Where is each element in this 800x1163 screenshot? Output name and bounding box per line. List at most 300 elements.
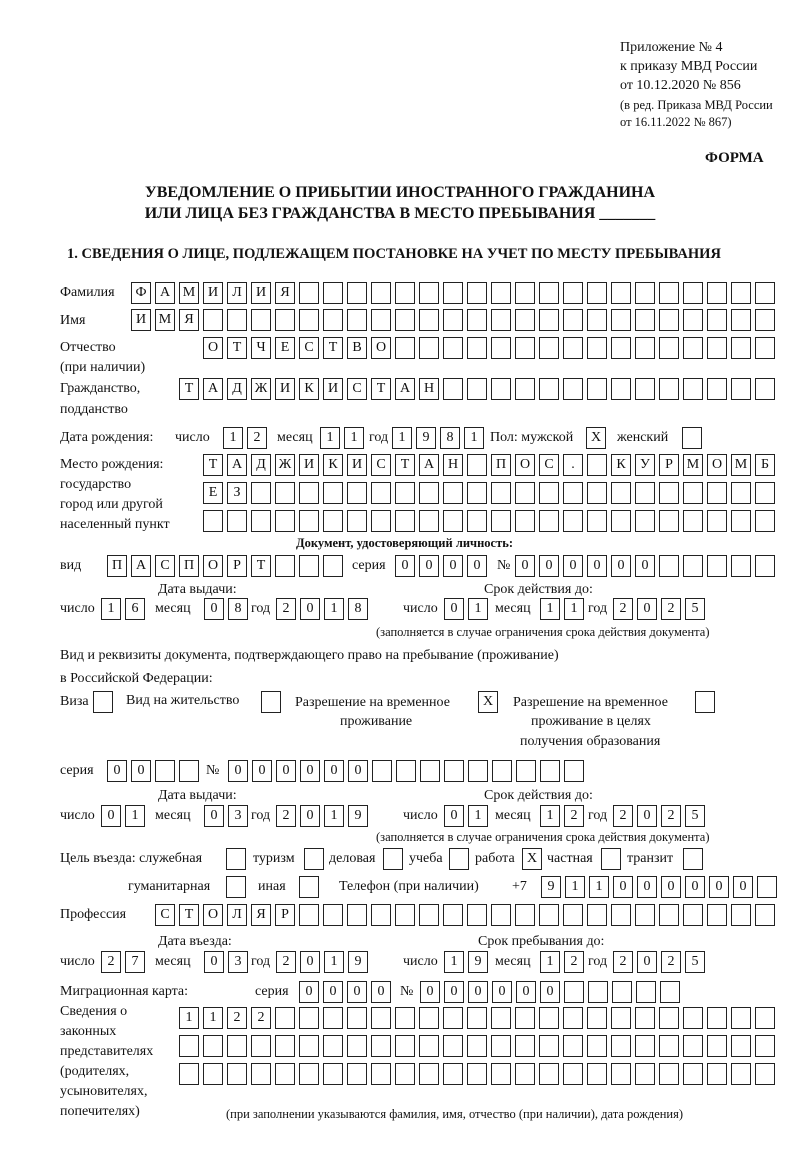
- char-cell[interactable]: С: [371, 454, 391, 476]
- char-cell[interactable]: 8: [440, 427, 460, 449]
- stay-year[interactable]: [613, 951, 705, 973]
- char-cell[interactable]: [299, 1007, 319, 1029]
- char-cell[interactable]: [395, 309, 415, 331]
- char-cell[interactable]: [443, 904, 463, 926]
- char-cell[interactable]: [395, 904, 415, 926]
- char-cell[interactable]: [563, 309, 583, 331]
- char-cell[interactable]: И: [131, 309, 151, 331]
- char-cell[interactable]: [467, 309, 487, 331]
- char-cell[interactable]: А: [227, 454, 247, 476]
- char-cell[interactable]: [515, 510, 535, 532]
- id-kind-field[interactable]: [107, 555, 343, 577]
- char-cell[interactable]: И: [275, 378, 295, 400]
- char-cell[interactable]: [371, 282, 391, 304]
- char-cell[interactable]: [491, 282, 511, 304]
- char-cell[interactable]: [683, 378, 703, 400]
- char-cell[interactable]: 2: [276, 805, 296, 827]
- char-cell[interactable]: 0: [444, 805, 464, 827]
- char-cell[interactable]: [587, 309, 607, 331]
- char-cell[interactable]: 0: [637, 598, 657, 620]
- char-cell[interactable]: [299, 876, 319, 898]
- char-cell[interactable]: 0: [419, 555, 439, 577]
- char-cell[interactable]: [539, 1007, 559, 1029]
- char-cell[interactable]: [563, 1007, 583, 1029]
- char-cell[interactable]: В: [347, 337, 367, 359]
- purpose-tourism-checkbox[interactable]: [304, 848, 324, 870]
- char-cell[interactable]: 0: [635, 555, 655, 577]
- education-permit-checkbox[interactable]: [695, 691, 715, 713]
- char-cell[interactable]: 1: [468, 598, 488, 620]
- char-cell[interactable]: [755, 1007, 775, 1029]
- char-cell[interactable]: [203, 309, 223, 331]
- char-cell[interactable]: [683, 848, 703, 870]
- char-cell[interactable]: [467, 1007, 487, 1029]
- migration-series-field[interactable]: [299, 981, 391, 1003]
- sex-male-checkbox[interactable]: [586, 427, 606, 449]
- char-cell[interactable]: [275, 309, 295, 331]
- char-cell[interactable]: [467, 1035, 487, 1057]
- char-cell[interactable]: 0: [685, 876, 705, 898]
- char-cell[interactable]: Т: [179, 378, 199, 400]
- char-cell[interactable]: 6: [125, 598, 145, 620]
- char-cell[interactable]: [395, 282, 415, 304]
- char-cell[interactable]: [515, 1035, 535, 1057]
- char-cell[interactable]: Я: [251, 904, 271, 926]
- char-cell[interactable]: [468, 760, 488, 782]
- char-cell[interactable]: [491, 1007, 511, 1029]
- char-cell[interactable]: [419, 1063, 439, 1085]
- entry-month[interactable]: [204, 951, 248, 973]
- char-cell[interactable]: 0: [468, 981, 488, 1003]
- char-cell[interactable]: 1: [468, 805, 488, 827]
- representatives-line-2[interactable]: [179, 1035, 775, 1057]
- char-cell[interactable]: 0: [637, 951, 657, 973]
- char-cell[interactable]: 1: [565, 876, 585, 898]
- char-cell[interactable]: [563, 1035, 583, 1057]
- char-cell[interactable]: [636, 981, 656, 1003]
- char-cell[interactable]: [491, 482, 511, 504]
- char-cell[interactable]: [587, 282, 607, 304]
- char-cell[interactable]: [251, 1035, 271, 1057]
- char-cell[interactable]: С: [299, 337, 319, 359]
- char-cell[interactable]: [443, 337, 463, 359]
- char-cell[interactable]: [347, 282, 367, 304]
- char-cell[interactable]: 0: [252, 760, 272, 782]
- char-cell[interactable]: [467, 454, 487, 476]
- char-cell[interactable]: А: [131, 555, 151, 577]
- char-cell[interactable]: 1: [125, 805, 145, 827]
- char-cell[interactable]: X: [478, 691, 498, 713]
- char-cell[interactable]: [227, 1035, 247, 1057]
- char-cell[interactable]: [372, 760, 392, 782]
- entry-year[interactable]: [276, 951, 368, 973]
- id-issue-day[interactable]: [101, 598, 145, 620]
- surname-field[interactable]: [131, 282, 775, 304]
- char-cell[interactable]: [587, 482, 607, 504]
- char-cell[interactable]: 2: [661, 598, 681, 620]
- char-cell[interactable]: Т: [323, 337, 343, 359]
- char-cell[interactable]: 1: [540, 805, 560, 827]
- char-cell[interactable]: [707, 555, 727, 577]
- id-issue-month[interactable]: [204, 598, 248, 620]
- char-cell[interactable]: [659, 555, 679, 577]
- char-cell[interactable]: [564, 981, 584, 1003]
- char-cell[interactable]: [420, 760, 440, 782]
- birth-day-field[interactable]: [223, 427, 267, 449]
- char-cell[interactable]: [419, 510, 439, 532]
- char-cell[interactable]: 0: [300, 598, 320, 620]
- char-cell[interactable]: [731, 282, 751, 304]
- char-cell[interactable]: [683, 904, 703, 926]
- char-cell[interactable]: [731, 555, 751, 577]
- char-cell[interactable]: [611, 1063, 631, 1085]
- char-cell[interactable]: [515, 1007, 535, 1029]
- char-cell[interactable]: [757, 876, 777, 898]
- char-cell[interactable]: [275, 1007, 295, 1029]
- char-cell[interactable]: [659, 1007, 679, 1029]
- char-cell[interactable]: 2: [251, 1007, 271, 1029]
- char-cell[interactable]: [443, 282, 463, 304]
- char-cell[interactable]: [275, 482, 295, 504]
- char-cell[interactable]: [299, 904, 319, 926]
- char-cell[interactable]: Б: [755, 454, 775, 476]
- char-cell[interactable]: [755, 904, 775, 926]
- char-cell[interactable]: И: [299, 454, 319, 476]
- char-cell[interactable]: [707, 482, 727, 504]
- char-cell[interactable]: [467, 482, 487, 504]
- char-cell[interactable]: [347, 482, 367, 504]
- char-cell[interactable]: М: [683, 454, 703, 476]
- char-cell[interactable]: 0: [101, 805, 121, 827]
- birth-month-field[interactable]: [320, 427, 364, 449]
- char-cell[interactable]: [261, 691, 281, 713]
- char-cell[interactable]: 2: [613, 805, 633, 827]
- char-cell[interactable]: [179, 1063, 199, 1085]
- char-cell[interactable]: [539, 510, 559, 532]
- char-cell[interactable]: [299, 1063, 319, 1085]
- char-cell[interactable]: 1: [564, 598, 584, 620]
- char-cell[interactable]: [515, 282, 535, 304]
- char-cell[interactable]: [731, 510, 751, 532]
- char-cell[interactable]: [419, 904, 439, 926]
- char-cell[interactable]: 2: [276, 598, 296, 620]
- char-cell[interactable]: 5: [685, 598, 705, 620]
- char-cell[interactable]: [443, 1035, 463, 1057]
- id-valid-year[interactable]: [613, 598, 705, 620]
- char-cell[interactable]: 2: [564, 951, 584, 973]
- char-cell[interactable]: [491, 1035, 511, 1057]
- permit-issue-month[interactable]: [204, 805, 248, 827]
- char-cell[interactable]: [563, 482, 583, 504]
- char-cell[interactable]: X: [586, 427, 606, 449]
- char-cell[interactable]: 2: [247, 427, 267, 449]
- char-cell[interactable]: [467, 1063, 487, 1085]
- char-cell[interactable]: Л: [227, 904, 247, 926]
- char-cell[interactable]: [492, 760, 512, 782]
- char-cell[interactable]: О: [203, 337, 223, 359]
- profession-field[interactable]: [155, 904, 775, 926]
- char-cell[interactable]: О: [515, 454, 535, 476]
- char-cell[interactable]: [659, 1035, 679, 1057]
- char-cell[interactable]: Р: [227, 555, 247, 577]
- char-cell[interactable]: [635, 337, 655, 359]
- char-cell[interactable]: [516, 760, 536, 782]
- visa-checkbox[interactable]: [93, 691, 113, 713]
- char-cell[interactable]: 1: [223, 427, 243, 449]
- char-cell[interactable]: Е: [275, 337, 295, 359]
- char-cell[interactable]: Т: [371, 378, 391, 400]
- char-cell[interactable]: [491, 378, 511, 400]
- char-cell[interactable]: [564, 760, 584, 782]
- char-cell[interactable]: Р: [659, 454, 679, 476]
- permit-valid-month[interactable]: [540, 805, 584, 827]
- char-cell[interactable]: [660, 981, 680, 1003]
- char-cell[interactable]: 3: [228, 951, 248, 973]
- char-cell[interactable]: [299, 1035, 319, 1057]
- representatives-line-3[interactable]: [179, 1063, 775, 1085]
- purpose-work-checkbox[interactable]: [522, 848, 542, 870]
- char-cell[interactable]: [587, 378, 607, 400]
- char-cell[interactable]: 0: [300, 805, 320, 827]
- char-cell[interactable]: А: [203, 378, 223, 400]
- char-cell[interactable]: [731, 309, 751, 331]
- char-cell[interactable]: [275, 1063, 295, 1085]
- char-cell[interactable]: [515, 378, 535, 400]
- char-cell[interactable]: С: [347, 378, 367, 400]
- char-cell[interactable]: К: [299, 378, 319, 400]
- char-cell[interactable]: [611, 904, 631, 926]
- char-cell[interactable]: [731, 482, 751, 504]
- char-cell[interactable]: О: [203, 904, 223, 926]
- char-cell[interactable]: [588, 981, 608, 1003]
- char-cell[interactable]: [731, 904, 751, 926]
- purpose-humanitarian-checkbox[interactable]: [226, 876, 246, 898]
- id-number-field[interactable]: [515, 555, 775, 577]
- char-cell[interactable]: [449, 848, 469, 870]
- purpose-other-checkbox[interactable]: [299, 876, 319, 898]
- char-cell[interactable]: [347, 904, 367, 926]
- char-cell[interactable]: [299, 510, 319, 532]
- permit-number-field[interactable]: [228, 760, 584, 782]
- char-cell[interactable]: [347, 510, 367, 532]
- char-cell[interactable]: [515, 309, 535, 331]
- char-cell[interactable]: [395, 1063, 415, 1085]
- char-cell[interactable]: 0: [540, 981, 560, 1003]
- char-cell[interactable]: [299, 309, 319, 331]
- char-cell[interactable]: [731, 378, 751, 400]
- char-cell[interactable]: [611, 378, 631, 400]
- char-cell[interactable]: [304, 848, 324, 870]
- char-cell[interactable]: М: [179, 282, 199, 304]
- char-cell[interactable]: [612, 981, 632, 1003]
- char-cell[interactable]: П: [107, 555, 127, 577]
- char-cell[interactable]: [419, 309, 439, 331]
- char-cell[interactable]: 0: [467, 555, 487, 577]
- char-cell[interactable]: [323, 904, 343, 926]
- char-cell[interactable]: 1: [324, 598, 344, 620]
- char-cell[interactable]: 0: [587, 555, 607, 577]
- char-cell[interactable]: А: [155, 282, 175, 304]
- char-cell[interactable]: [467, 337, 487, 359]
- representatives-line-1[interactable]: [179, 1007, 775, 1029]
- char-cell[interactable]: [419, 282, 439, 304]
- char-cell[interactable]: 2: [101, 951, 121, 973]
- char-cell[interactable]: 2: [564, 805, 584, 827]
- id-series-field[interactable]: [395, 555, 487, 577]
- char-cell[interactable]: 0: [348, 760, 368, 782]
- char-cell[interactable]: [275, 555, 295, 577]
- entry-day[interactable]: [101, 951, 145, 973]
- char-cell[interactable]: [659, 904, 679, 926]
- char-cell[interactable]: 0: [611, 555, 631, 577]
- char-cell[interactable]: [659, 309, 679, 331]
- char-cell[interactable]: [635, 378, 655, 400]
- char-cell[interactable]: [611, 309, 631, 331]
- char-cell[interactable]: [395, 1007, 415, 1029]
- char-cell[interactable]: [587, 510, 607, 532]
- char-cell[interactable]: З: [227, 482, 247, 504]
- permit-series-field[interactable]: [107, 760, 199, 782]
- char-cell[interactable]: 0: [444, 981, 464, 1003]
- char-cell[interactable]: 2: [613, 598, 633, 620]
- char-cell[interactable]: 0: [637, 876, 657, 898]
- char-cell[interactable]: 1: [101, 598, 121, 620]
- char-cell[interactable]: [659, 482, 679, 504]
- char-cell[interactable]: [539, 482, 559, 504]
- char-cell[interactable]: [695, 691, 715, 713]
- char-cell[interactable]: [707, 1007, 727, 1029]
- char-cell[interactable]: Я: [275, 282, 295, 304]
- char-cell[interactable]: [731, 1035, 751, 1057]
- char-cell[interactable]: [371, 309, 391, 331]
- char-cell[interactable]: Н: [419, 378, 439, 400]
- id-valid-day[interactable]: [444, 598, 488, 620]
- char-cell[interactable]: [251, 510, 271, 532]
- char-cell[interactable]: [299, 555, 319, 577]
- char-cell[interactable]: [443, 1007, 463, 1029]
- char-cell[interactable]: 1: [392, 427, 412, 449]
- char-cell[interactable]: [563, 337, 583, 359]
- char-cell[interactable]: [443, 309, 463, 331]
- char-cell[interactable]: [635, 904, 655, 926]
- char-cell[interactable]: [682, 427, 702, 449]
- char-cell[interactable]: [707, 904, 727, 926]
- char-cell[interactable]: С: [155, 904, 175, 926]
- char-cell[interactable]: [299, 482, 319, 504]
- char-cell[interactable]: К: [323, 454, 343, 476]
- char-cell[interactable]: [755, 282, 775, 304]
- char-cell[interactable]: А: [395, 378, 415, 400]
- char-cell[interactable]: [587, 1063, 607, 1085]
- char-cell[interactable]: [755, 337, 775, 359]
- char-cell[interactable]: [707, 337, 727, 359]
- char-cell[interactable]: 0: [539, 555, 559, 577]
- purpose-transit-checkbox[interactable]: [683, 848, 703, 870]
- char-cell[interactable]: П: [491, 454, 511, 476]
- char-cell[interactable]: О: [203, 555, 223, 577]
- char-cell[interactable]: [419, 337, 439, 359]
- char-cell[interactable]: Ж: [251, 378, 271, 400]
- char-cell[interactable]: [203, 1063, 223, 1085]
- char-cell[interactable]: 8: [228, 598, 248, 620]
- char-cell[interactable]: [371, 510, 391, 532]
- char-cell[interactable]: [635, 482, 655, 504]
- char-cell[interactable]: [275, 1035, 295, 1057]
- purpose-business-checkbox[interactable]: [383, 848, 403, 870]
- char-cell[interactable]: [275, 510, 295, 532]
- char-cell[interactable]: [635, 309, 655, 331]
- char-cell[interactable]: 0: [347, 981, 367, 1003]
- char-cell[interactable]: Т: [179, 904, 199, 926]
- char-cell[interactable]: [467, 510, 487, 532]
- char-cell[interactable]: 2: [276, 951, 296, 973]
- char-cell[interactable]: И: [347, 454, 367, 476]
- char-cell[interactable]: [251, 482, 271, 504]
- citizenship-field[interactable]: [179, 378, 775, 400]
- char-cell[interactable]: И: [203, 282, 223, 304]
- char-cell[interactable]: [563, 282, 583, 304]
- char-cell[interactable]: [755, 1063, 775, 1085]
- char-cell[interactable]: [707, 510, 727, 532]
- char-cell[interactable]: [659, 1063, 679, 1085]
- char-cell[interactable]: М: [731, 454, 751, 476]
- char-cell[interactable]: [539, 1063, 559, 1085]
- char-cell[interactable]: Ф: [131, 282, 151, 304]
- char-cell[interactable]: [563, 904, 583, 926]
- char-cell[interactable]: [683, 482, 703, 504]
- char-cell[interactable]: Д: [251, 454, 271, 476]
- char-cell[interactable]: 2: [661, 805, 681, 827]
- char-cell[interactable]: [419, 1007, 439, 1029]
- char-cell[interactable]: [611, 1007, 631, 1029]
- permit-valid-year[interactable]: [613, 805, 705, 827]
- char-cell[interactable]: О: [707, 454, 727, 476]
- char-cell[interactable]: Д: [227, 378, 247, 400]
- char-cell[interactable]: [635, 282, 655, 304]
- char-cell[interactable]: [539, 309, 559, 331]
- char-cell[interactable]: [587, 1035, 607, 1057]
- phone-field[interactable]: [541, 876, 777, 898]
- char-cell[interactable]: 1: [589, 876, 609, 898]
- char-cell[interactable]: [635, 1007, 655, 1029]
- char-cell[interactable]: [443, 378, 463, 400]
- birthplace-line-2[interactable]: [203, 482, 775, 504]
- char-cell[interactable]: 0: [300, 951, 320, 973]
- char-cell[interactable]: 1: [179, 1007, 199, 1029]
- char-cell[interactable]: [683, 1007, 703, 1029]
- char-cell[interactable]: 0: [300, 760, 320, 782]
- char-cell[interactable]: [707, 1035, 727, 1057]
- char-cell[interactable]: [635, 510, 655, 532]
- char-cell[interactable]: [755, 555, 775, 577]
- char-cell[interactable]: [491, 309, 511, 331]
- char-cell[interactable]: 1: [540, 598, 560, 620]
- char-cell[interactable]: 2: [661, 951, 681, 973]
- char-cell[interactable]: [659, 510, 679, 532]
- char-cell[interactable]: [539, 904, 559, 926]
- char-cell[interactable]: 0: [420, 981, 440, 1003]
- char-cell[interactable]: 0: [709, 876, 729, 898]
- char-cell[interactable]: [731, 1007, 751, 1029]
- char-cell[interactable]: [539, 337, 559, 359]
- char-cell[interactable]: 0: [563, 555, 583, 577]
- char-cell[interactable]: [323, 1035, 343, 1057]
- char-cell[interactable]: 3: [228, 805, 248, 827]
- char-cell[interactable]: [371, 482, 391, 504]
- char-cell[interactable]: [611, 482, 631, 504]
- char-cell[interactable]: [323, 309, 343, 331]
- char-cell[interactable]: [323, 1063, 343, 1085]
